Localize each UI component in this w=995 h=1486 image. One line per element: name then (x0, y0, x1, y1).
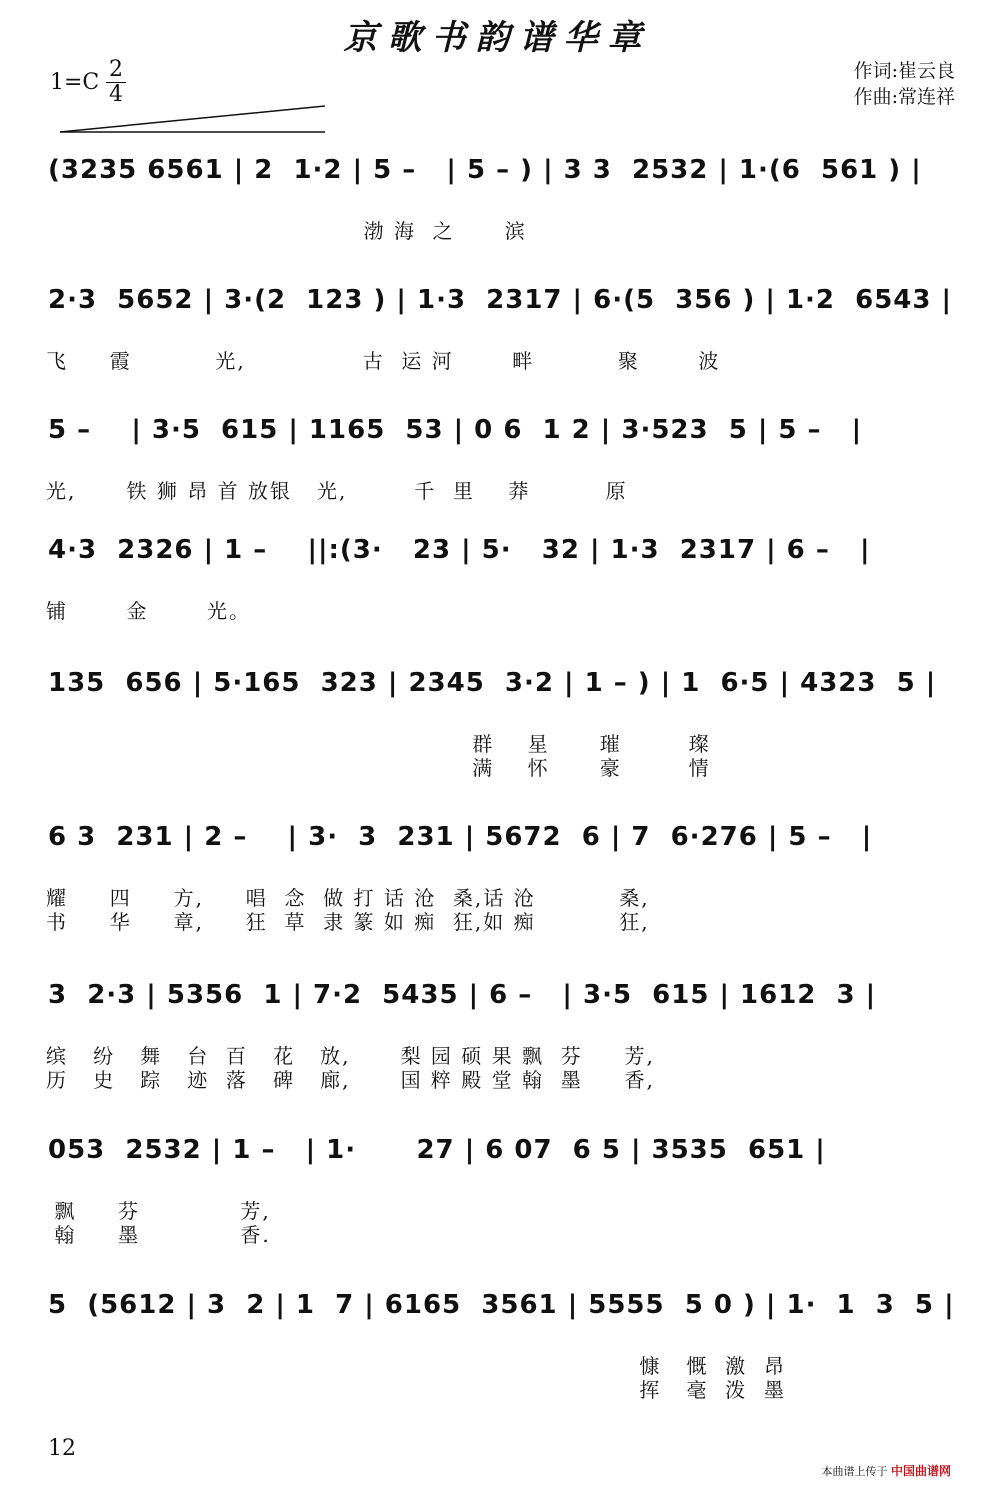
notation-line: 053 2532 | 1 – | 1· 27 | 6 07 6 5 | 3535 651 | (48, 1135, 826, 1165)
lyric-line: 铺 金 光。 (46, 599, 252, 623)
lyric-line: 渤 海 之 滨 (46, 219, 527, 243)
composer: 作曲:常连祥 (853, 86, 955, 108)
crescendo-hairpin-icon (60, 104, 330, 134)
footer-brand: 中国曲谱网 (890, 1464, 951, 1478)
lyric-line-verse-2: 书 华 章, 狂 草 隶 篆 如 痴 狂,如 痴 狂, (46, 910, 650, 934)
lyric-line: 飘 芬 芳, (46, 1199, 271, 1223)
notation-line: 135 656 | 5·165 323 | 2345 3·2 | 1 – ) | 1 6·5 | 4323 5 | (48, 668, 937, 698)
footer-text: 本曲谱上传于 (821, 1465, 888, 1478)
lyric-line: 慷 慨 激 昂 (46, 1354, 786, 1378)
lyric-line-verse-2: 挥 毫 泼 墨 (46, 1378, 786, 1402)
lyric-line: 飞 霞 光, 古 运 河 畔 聚 波 (46, 349, 721, 373)
page-title: 京歌书韵谱华章 (343, 18, 652, 58)
page-number: 12 (48, 1436, 76, 1461)
lyric-line-verse-2: 满 怀 豪 情 (46, 756, 711, 780)
notation-line: 6 3 231 | 2 – | 3· 3 231 | 5672 6 | 7 6·276 | 5 – | (48, 822, 873, 852)
notation-line: 5 (5612 | 3 2 | 1 7 | 6165 3561 | 5555 5 0 ) | 1· 1 3 5 | (48, 1290, 955, 1320)
notation-line: 5 – | 3·5 615 | 1165 53 | 0 6 1 2 | 3·523 5 | 5 – | (48, 415, 863, 445)
lyric-line-verse-2: 翰 墨 香. (46, 1223, 271, 1247)
lyric-line: 缤 纷 舞 台 百 花 放, 梨 园 硕 果 飘 芬 芳, (46, 1044, 655, 1068)
notation-line: 3 2·3 | 5356 1 | 7·2 5435 | 6 – | 3·5 615 | 1612 3 | (48, 980, 877, 1010)
time-signature-top: 2 (109, 57, 123, 82)
lyric-line: 群 星 璀 璨 (46, 732, 711, 756)
notation-line: 2·3 5652 | 3·(2 123 ) | 1·3 2317 | 6·(5 356 ) | 1·2 6543 | (48, 285, 953, 315)
key-signature: 1=C (50, 70, 100, 95)
time-signature-bottom: 4 (109, 82, 123, 107)
notation-line: (3235 6561 | 2 1·2 | 5 – | 5 – ) | 3 3 2532 | 1·(6 561 ) | (48, 155, 922, 185)
lyric-line: 耀 四 方, 唱 念 做 打 话 沧 桑,话 沧 桑, (46, 886, 650, 910)
lyricist: 作词:崔云良 (853, 60, 955, 82)
lyric-line: 光, 铁 狮 昂 首 放银 光, 千 里 莽 原 (46, 479, 628, 503)
lyric-line-verse-2: 历 史 踪 迹 落 碑 廊, 国 粹 殿 堂 翰 墨 香, (46, 1068, 655, 1092)
footer (821, 1462, 951, 1479)
credits (854, 58, 955, 110)
notation-line: 4·3 2326 | 1 – ||:(3· 23 | 5· 32 | 1·3 2317 | 6 – | (48, 535, 871, 565)
time-signature (106, 58, 126, 107)
